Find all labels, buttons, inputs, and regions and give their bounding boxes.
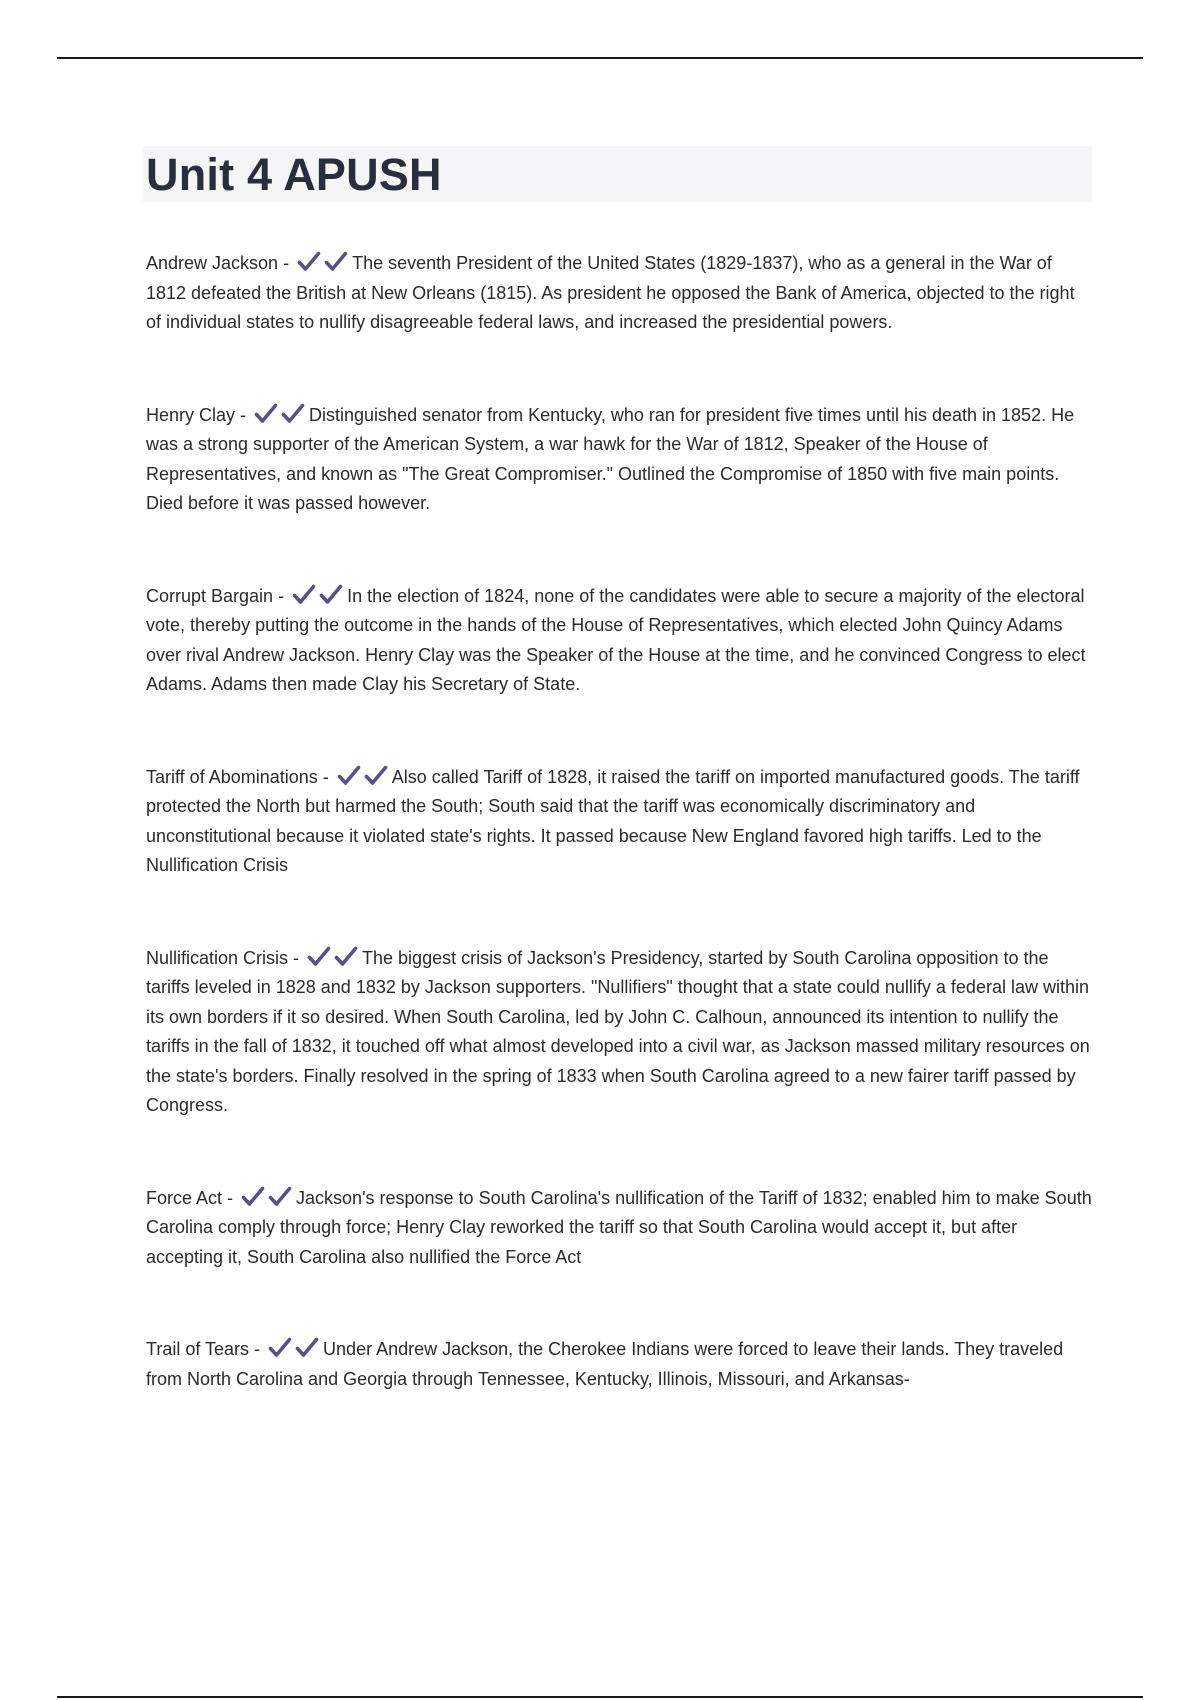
entry-term: Force Act: [146, 1187, 223, 1208]
double-check-icons: [307, 946, 358, 967]
check-icon: [292, 584, 316, 605]
entry-term: Corrupt Bargain: [146, 585, 274, 606]
flashcard-entry: [146, 401, 1092, 519]
flashcard-entry: [146, 249, 1092, 338]
flashcard-entry: [146, 763, 1092, 881]
entry-definition: Jackson's response to South Carolina's nullification of the Tariff of 1832; enabled him to make South Carolina comply through force; Henry Clay reworked the tariff so that South Carolina would accept it, but after accepting it, South Carolina also nullified the Force Act: [146, 1187, 1092, 1267]
double-check-icons: [297, 251, 348, 272]
flashcard-entry: [146, 582, 1092, 700]
check-icon: [295, 1337, 319, 1358]
entry-separator: -: [288, 947, 305, 968]
check-icon: [337, 765, 361, 786]
entry-separator: -: [222, 1187, 239, 1208]
entry-term: Nullification Crisis: [146, 947, 289, 968]
check-icon: [364, 765, 388, 786]
check-icon: [241, 1186, 265, 1207]
entry-definition: The biggest crisis of Jackson's Presidency, started by South Carolina opposition to the tariffs leveled in 1828 and 1832 by Jackson supporters. "Nullifiers" thought that a state could nullify a federal law within its own borders if it so desired. When South Carolina, led by John C. Calhoun, announced its intention to nullify the tariffs in the fall of 1832, it touched off what almost developed into a civil war, as Jackson massed military resources on the state's borders. Finally resolved in the spring of 1833 when South Carolina agreed to a new fairer tariff passed by Congress.: [146, 947, 1090, 1115]
entry-separator: -: [278, 253, 295, 273]
entry-term: Andrew Jackson: [146, 253, 279, 273]
entry-separator: -: [317, 766, 334, 787]
entry-separator: -: [249, 1339, 266, 1359]
double-check-icons: [254, 403, 305, 424]
entry-term: Tariff of Abominations: [146, 766, 318, 787]
title-band: [143, 146, 1092, 202]
check-icon: [281, 403, 305, 424]
entry-definition: The seventh President of the United States (1829-1837), who as a general in the War of 1812 defeated the British at New Orleans (1815). As president he opposed the Bank of America, objected to the right of individual states to nullify disagreeable federal laws, and increased the presidential powers.: [146, 253, 1075, 332]
check-icon: [307, 946, 331, 967]
check-icon: [319, 584, 343, 605]
page-bottom-rule: [57, 1696, 1143, 1698]
entry-definition: Also called Tariff of 1828, it raised the tariff on imported manufactured goods. The tariff protected the North but harmed the South; South said that the tariff was economically discriminatory and unconstitutional because it violated state's rights. It passed because New England favored high tariffs. Led to the Nullification Crisis: [146, 766, 1080, 875]
check-icon: [268, 1186, 292, 1207]
page-top-rule: [57, 57, 1143, 59]
entry-definition: Under Andrew Jackson, the Cherokee Indians were forced to leave their lands. They traveled from North Carolina and Georgia through Tennessee, Kentucky, Illinois, Missouri, and Arkansas-: [146, 1339, 1064, 1389]
double-check-icons: [268, 1337, 319, 1358]
double-check-icons: [241, 1186, 292, 1207]
check-icon: [324, 251, 348, 272]
entry-definition: Distinguished senator from Kentucky, who ran for president five times until his death in 1852. He was a strong supporter of the American System, a war hawk for the War of 1812, Speaker of the House of Representatives, and known as "The Great Compromiser." Outlined the Compromise of 1850 with five main points. Died before it was passed however.: [146, 404, 1075, 513]
flashcard-list: [146, 249, 1092, 1394]
entry-definition: In the election of 1824, none of the candidates were able to secure a majority of the electoral vote, thereby putting the outcome in the hands of the House of Representatives, which elected John Quincy Adams over rival Andrew Jackson. Henry Clay was the Speaker of the House at the time, and he convinced Congress to elect Adams. Adams then made Clay his Secretary of State.: [146, 585, 1086, 694]
flashcard-entry: [146, 1335, 1092, 1394]
check-icon: [297, 251, 321, 272]
double-check-icons: [292, 584, 343, 605]
page-title: Unit 4 APUSH: [146, 148, 442, 200]
entry-term: Trail of Tears: [146, 1339, 250, 1359]
entry-term: Henry Clay: [146, 404, 236, 425]
entry-separator: -: [235, 404, 252, 425]
check-icon: [254, 403, 278, 424]
double-check-icons: [337, 765, 388, 786]
entry-separator: -: [273, 585, 290, 606]
check-icon: [268, 1337, 292, 1358]
check-icon: [334, 946, 358, 967]
flashcard-entry: [146, 1184, 1092, 1273]
flashcard-entry: [146, 944, 1092, 1121]
